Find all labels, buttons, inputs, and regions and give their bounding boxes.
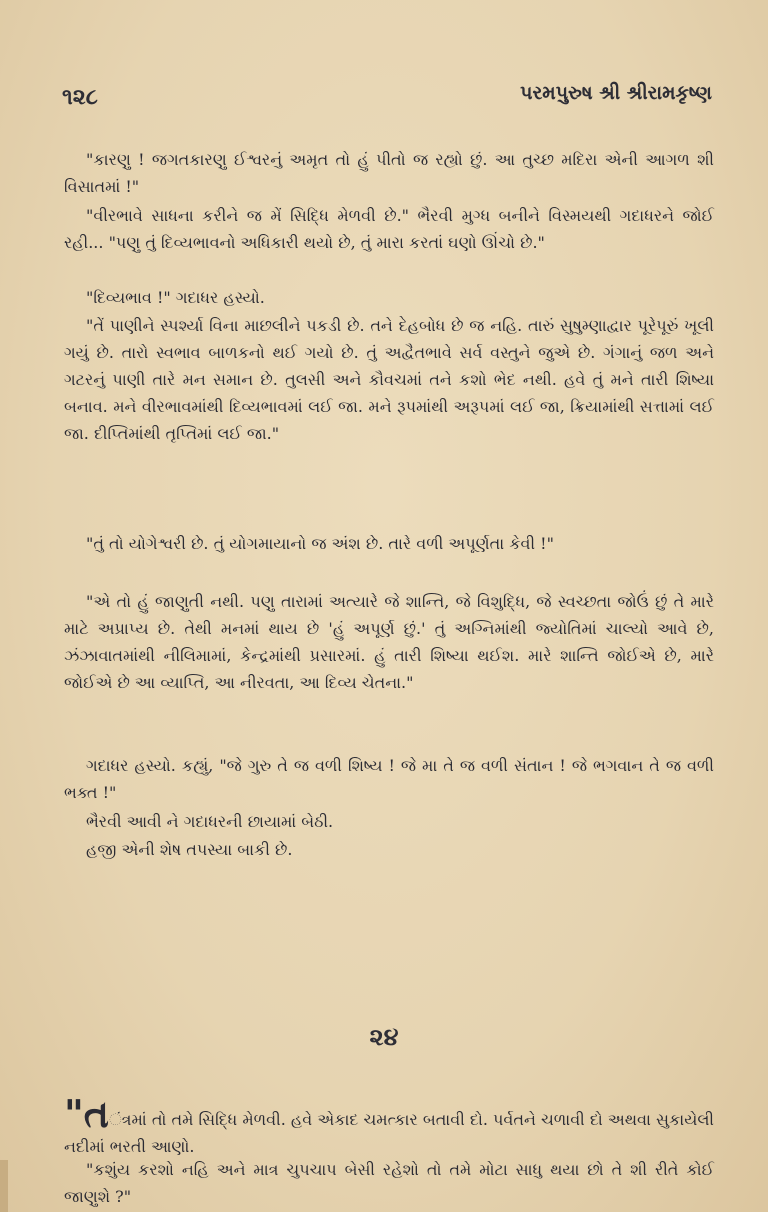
paragraph-8: ભૈરવી આવી ને ગદાધરની છાયામાં બેઠી. — [86, 812, 334, 831]
paragraph-4: "તેં પાણીને સ્પર્શ્યા વિના માછલીને પકડી છે. તને દેહબોધ છે જ નહિ. તારું સુષુમ્ણાદ્વાર પૂરેપૂરું ખૂલી ગયું છે. તારો સ્વભાવ બાળકનો થઈ ગયો છે. તું અદ્વૈતભાવે સર્વ વસ્તુને જુએ છે. ગંગાનું જળ અને ગટરનું પાણી તારે મન સમાન છે. તુલસી અને કૌવચમાં તને કશો ભેદ નથી. હવે તું મને તારી શિષ્યા બનાવ. મને વીરભાવમાંથી દિવ્યભાવમાં લઈ જા. મને રૂપમાંથી અરૂપમાં લઈ જા, ક્રિયામાંથી સત્તામાં લઈ જા. દીપ્તિમાંથી તૃપ્તિમાં લઈ જા." — [64, 316, 714, 443]
paragraph-3: "દિવ્યભાવ !" ગદાધર હસ્યો. — [86, 288, 265, 307]
paragraph-10 — [64, 1091, 714, 1160]
drop-cap: "ત — [64, 1091, 109, 1136]
paragraph-6: "એ તો હું જાણુતી નથી. પણુ તારામાં અત્યારે જે શાન્તિ, જે વિશુદ્ધિ, જે સ્વચ્છતા જોઉં છું તે મારે માટે અપ્રાપ્ય છે. તેથી મનમાં થાય છે 'હું અપૂર્ણ છું.' તું અગ્નિમાંથી જ્યોતિમાં ચાલ્યો આવે છે, ઝંઝાવાતમાંથી નીલિમામાં, કેન્દ્રમાંથી પ્રસારમાં. હું તારી શિષ્યા થઈશ. મારે શાન્તિ જોઈએ છે, મારે જોઈએ છે આ વ્યાપ્તિ, આ નીરવતા, આ દિવ્ય ચેતના." — [64, 592, 714, 692]
running-title: પરમપુરુષ શ્રી શ્રીરામકૃષ્ણ — [520, 82, 712, 104]
paragraph-10-text: ંત્રમાં તો તમે સિદ્ધિ મેળવી. હવે એકાદ ચમત્કાર બતાવી દો. પર્વતને ચળાવી દો અથવા સુકાયેલી નદીમાં ભરતી આણો. — [64, 1110, 714, 1156]
chapter-number: ૨૪ — [369, 1022, 399, 1051]
paragraph-5: "તું તો યોગેશ્વરી છે. તું યોગમાયાનો જ અંશ છે. તારે વળી અપૂર્ણતા કેવી !" — [86, 534, 554, 553]
page-edge-shadow — [0, 1160, 8, 1212]
paragraph-7: ગદાધર હસ્યો. કહ્યું, "જે ગુરુ તે જ વળી શિષ્ય ! જે મા તે જ વળી સંતાન ! જે ભગવાન તે જ વળી ભક્ત !" — [64, 756, 714, 802]
paragraph-9: હજી એની શેષ તપસ્યા બાકી છે. — [86, 840, 293, 859]
paragraph-2: "વીરભાવે સાધના કરીને જ મેં સિદ્ધિ મેળવી છે." ભૈરવી મુગ્ધ બનીને વિસ્મયથી ગદાધરને જોઈ રહી... "પણુ તું દિવ્યભાવનો અધિકારી થયો છે, તું મારા કરતાં ઘણો ઊંચો છે." — [64, 206, 714, 252]
page-number: ૧૨૮ — [62, 84, 98, 110]
paragraph-11: "કશુંય કરશો નહિ અને માત્ર ચુપચાપ બેસી રહેશો તો તમે મોટા સાધુ થયા છો તે શી રીતે કોઈ જાણુશે ?" — [64, 1160, 714, 1206]
paragraph-1: "કારણુ ! જગતકારણુ ઈશ્વરનું અમૃત તો હું પીતો જ રહ્યો છું. આ તુચ્છ મદિરા એની આગળ શી વિસાતમાં !" — [64, 150, 714, 196]
